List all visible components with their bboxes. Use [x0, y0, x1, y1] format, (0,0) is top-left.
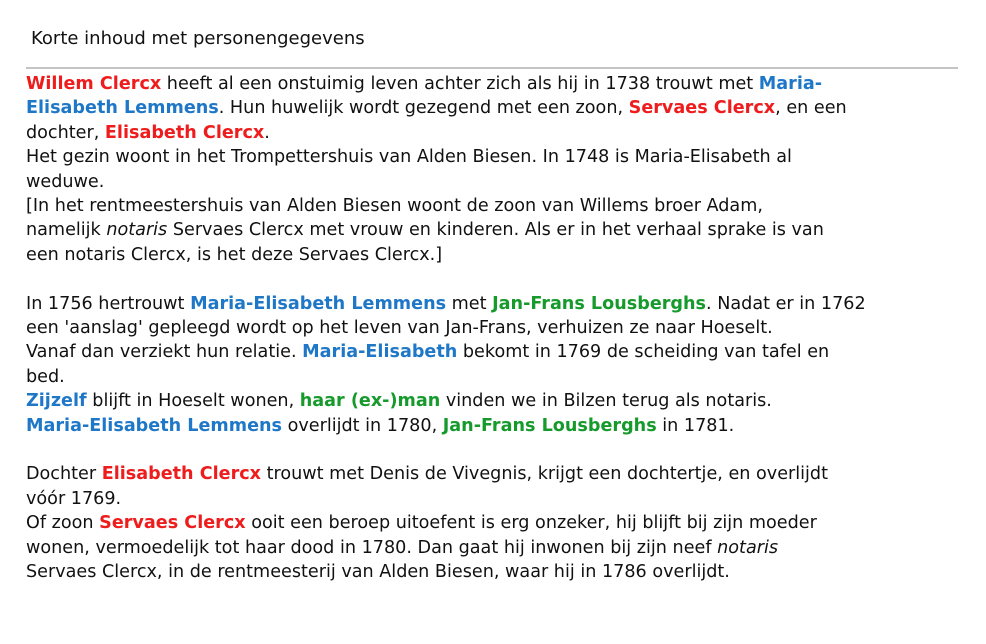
text-segment: . [264, 122, 270, 143]
text-segment: in 1781. [656, 415, 735, 436]
person-name: Elisabeth Lemmens [26, 98, 219, 119]
text-line [26, 145, 966, 169]
paragraph [26, 462, 966, 584]
text-segment: , en een [775, 98, 847, 119]
text-segment: trouwt met Denis de Vivegnis, krijgt een dochtertje, en overlijdt [261, 464, 828, 485]
text-line [26, 462, 966, 486]
text-line [26, 292, 966, 316]
text-line [26, 365, 966, 389]
text-segment: Servaes Clercx met vrouw en kinderen. Als er in het verhaal sprake is van [167, 220, 824, 241]
text-line [26, 340, 966, 364]
text-line [26, 121, 966, 145]
paragraph [26, 292, 966, 438]
person-name: Jan-Frans Lousberghs [492, 293, 707, 314]
text-line [26, 170, 966, 194]
person-name: Zijzelf [26, 391, 87, 412]
page-title: Korte inhoud met personengegevens [31, 28, 365, 49]
text-line [26, 96, 966, 120]
person-name: Jan-Frans Lousberghs [442, 415, 657, 436]
text-segment: vinden we in Bilzen terug als notaris. [440, 391, 772, 412]
text-segment: Het gezin woont in het Trompettershuis van Alden Biesen. In 1748 is Maria-Elisabeth al [26, 147, 792, 168]
person-name: Elisabeth Clercx [104, 122, 265, 143]
text-line [26, 560, 966, 584]
text-segment: Of zoon [26, 513, 100, 534]
text-line [26, 536, 966, 560]
text-segment: blijft in Hoeselt wonen, [86, 391, 300, 412]
text-line [26, 194, 966, 218]
person-name: haar (ex-)man [299, 391, 441, 412]
person-name: Servaes Clercx [628, 98, 776, 119]
person-name: Servaes Clercx [99, 513, 246, 534]
text-line [26, 218, 966, 242]
person-name: Willem Clercx [26, 74, 162, 94]
text-segment: In 1756 hertrouwt [26, 293, 191, 314]
text-segment: een 'aanslag' gepleegd wordt op het leven van Jan-Frans, verhuizen ze naar Hoeselt. [26, 318, 773, 339]
text-segment: een notaris Clercx, is het deze Servaes Clercx.] [26, 244, 443, 265]
summary-text [26, 72, 966, 585]
text-segment: Dochter [26, 464, 102, 485]
text-line [26, 72, 966, 96]
text-line [26, 414, 966, 438]
person-name: Maria-Elisabeth [302, 342, 458, 363]
person-name: Maria- [758, 74, 823, 94]
text-segment: met [446, 293, 493, 314]
text-segment: . Nadat er in 1762 [706, 293, 866, 314]
text-segment: dochter, [26, 122, 105, 143]
text-segment: Vanaf dan verziekt hun relatie. [26, 342, 303, 363]
text-segment: weduwe. [26, 171, 105, 192]
text-line [26, 511, 966, 535]
paragraph [26, 72, 966, 267]
person-name: Maria-Elisabeth Lemmens [26, 415, 283, 436]
text-segment: heeft al een onstuimig leven achter zich als hij in 1738 trouwt met [161, 74, 759, 94]
italic-text: notaris [106, 220, 168, 241]
text-line [26, 389, 966, 413]
italic-text: notaris [717, 537, 779, 558]
person-name: Elisabeth Clercx [101, 464, 262, 485]
text-line [26, 316, 966, 340]
text-segment: [In het rentmeestershuis van Alden Biesen woont de zoon van Willems broer Adam, [26, 196, 763, 217]
text-segment: Servaes Clercx, in de rentmeesterij van Alden Biesen, waar hij in 1786 overlijdt. [26, 562, 730, 583]
text-segment: namelijk [26, 220, 107, 241]
text-segment: ooit een beroep uitoefent is erg onzeker, hij blijft bij zijn moeder [245, 513, 817, 534]
text-segment: vóór 1769. [26, 488, 122, 509]
person-name: Maria-Elisabeth Lemmens [190, 293, 447, 314]
divider [26, 67, 958, 69]
text-segment: bed. [26, 366, 65, 387]
text-line [26, 243, 966, 267]
text-segment: wonen, vermoedelijk tot haar dood in 1780. Dan gaat hij inwonen bij zijn neef [26, 537, 718, 558]
text-line [26, 487, 966, 511]
text-segment: overlijdt in 1780, [282, 415, 443, 436]
text-segment: . Hun huwelijk wordt gezegend met een zoon, [218, 98, 629, 119]
text-segment: bekomt in 1769 de scheiding van tafel en [457, 342, 830, 363]
